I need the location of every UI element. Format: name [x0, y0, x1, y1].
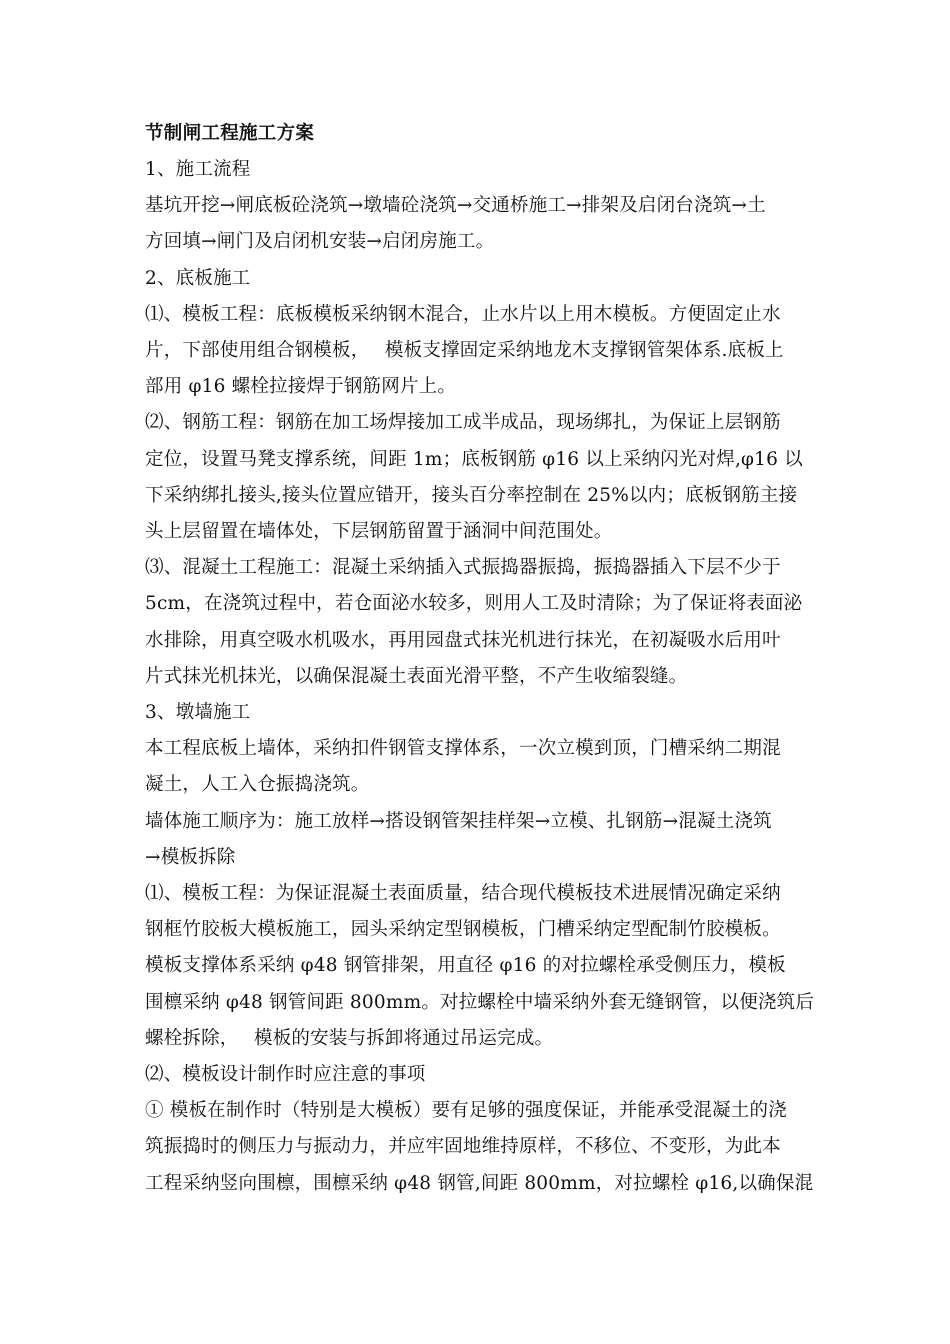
text-line: 下采纳绑扎接头,接头位置应错开，接头百分率控制在 25%以内；底板钢筋主接: [145, 484, 798, 506]
text-line: 水排除，用真空吸水机吸水，再用园盘式抹光机进行抹光，在初凝吸水后用叶: [145, 629, 781, 651]
text-line: 模板支撑体系采纳 φ48 钢管排架，用直径 φ16 的对拉螺栓承受侧压力，模板: [145, 955, 786, 977]
text-line: 工程采纳竖向围檩，围檩采纳 φ48 钢管,间距 800mm，对拉螺栓 φ16,以确保混: [145, 1172, 814, 1194]
document-title: 节制闸工程施工方案: [145, 123, 315, 144]
text-line: →模板拆除: [145, 846, 236, 868]
text-line: ⑴、模板工程：为保证混凝土表面质量，结合现代模板技术进展情况确定采纳: [145, 883, 781, 905]
text-line: 定位，设置马凳支撑系统，间距 1m；底板钢筋 φ16 以上采纳闪光对焊,φ16 以: [145, 448, 803, 470]
text-line: 墙体施工顺序为：施工放样→搭设钢管架挂样架→立模、扎钢筋→混凝土浇筑: [145, 810, 772, 832]
text-line: 头上层留置在墙体处，下层钢筋留置于涵洞中间范围处。: [145, 521, 613, 543]
text-line: 部用 φ16 螺栓拉接焊于钢筋网片上。: [145, 376, 457, 398]
text-line: 凝土，人工入仓振捣浇筑。: [145, 774, 370, 796]
text-line: 方回填→闸门及启闭机安装→启闭房施工。: [145, 231, 495, 253]
text-line: ⑵、模板设计制作时应注意的事项: [145, 1064, 426, 1086]
text-line: 片，下部使用组合钢模板， 模板支撑固定采纳地龙木支撑钢管架体系.底板上: [145, 340, 784, 362]
text-line: 3、墩墙施工: [145, 702, 251, 724]
text-line: ① 模板在制作时（特别是大模板）要有足够的强度保证，并能承受混凝土的浇: [145, 1100, 787, 1122]
text-line: 2、底板施工: [145, 267, 251, 289]
text-line: ⑴、模板工程：底板模板采纳钢木混合，止水片以上用木模板。方便固定止水: [145, 303, 781, 325]
document-text: [145, 152, 815, 1202]
text-line: 片式抹光机抹光，以确保混凝土表面光滑平整，不产生收缩裂缝。: [145, 665, 688, 687]
text-line: ⑵、钢筋工程：钢筋在加工场焊接加工成半成品，现场绑扎，为保证上层钢筋: [145, 412, 781, 434]
text-line: 5cm，在浇筑过程中，若仓面泌水较多，则用人工及时清除；为了保证将表面泌: [145, 593, 803, 615]
text-line: 本工程底板上墙体，采纳扣件钢管支撑体系，一次立模到顶，门槽采纳二期混: [145, 738, 781, 760]
text-line: 1、施工流程: [145, 159, 251, 180]
text-line: ⑶、混凝土工程施工：混凝土采纳插入式振捣器振捣，振捣器插入下层不少于: [145, 557, 781, 579]
text-line: 筑振捣时的侧压力与振动力，并应牢固地维持原样，不移位、不变形，为此本: [145, 1136, 781, 1158]
text-line: 基坑开挖→闸底板砼浇筑→墩墙砼浇筑→交通桥施工→排架及启闭台浇筑→土: [145, 195, 766, 217]
text-line: 钢框竹胶板大模板施工，园头采纳定型钢模板，门槽采纳定型配制竹胶模板。: [145, 919, 781, 941]
document-body: [145, 116, 815, 1202]
text-line: 螺栓拆除， 模板的安装与拆卸将通过吊运完成。: [145, 1027, 554, 1049]
text-line: 围檩采纳 φ48 钢管间距 800mm。对拉螺栓中墙采纳外套无缝钢管，以便浇筑后: [145, 991, 815, 1013]
